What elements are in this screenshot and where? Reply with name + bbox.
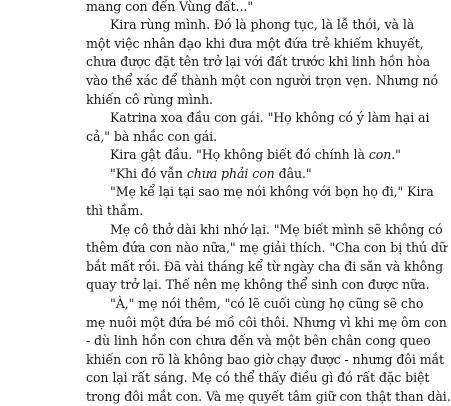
text-line: Katrina xoa đầu con gái. "Họ không có ý làm hại ai bbox=[110, 110, 430, 125]
text-line: "À," mẹ nói thêm, "có lẽ cuối cùng họ cũng sẽ cho bbox=[110, 296, 424, 311]
text-line: Kira rùng mình. Đó là phong tục, là lễ thói, và là bbox=[110, 17, 415, 32]
text-line bbox=[110, 165, 386, 183]
text-line: vào thể xác để thành một con người trọn vẹn. Nhưng nó bbox=[86, 73, 439, 88]
text-line: chưa được đặt tên trở lại với đất trước khi linh hồn hòa bbox=[86, 54, 431, 69]
text-line: một việc nhân đạo khi đưa một đứa trẻ khiếm khuyết, bbox=[86, 36, 424, 51]
text-line: khiến cô rùng mình. bbox=[86, 92, 213, 107]
text-line: thêm đứa con nào nữa," mẹ giải thích. "Cha con bị thú dữ bbox=[86, 240, 447, 255]
text-line: quay trở lại. Thế nên mẹ không thể sinh con được nữa. bbox=[86, 277, 430, 292]
text-line: khiến con rõ là không bao giờ chạy được - nhưng đôi mắt bbox=[86, 352, 444, 367]
text-line: - dù linh hồn con chưa đến và một bên chân cong queo bbox=[86, 333, 431, 348]
text-line bbox=[110, 146, 401, 164]
text-line: cả," bà nhắc con gái. bbox=[86, 129, 217, 144]
italic-phrase: chưa phải con bbox=[186, 166, 275, 181]
text-span: "Khi đó vẫn bbox=[110, 166, 183, 181]
text-span: ." bbox=[391, 147, 401, 162]
text-line: con lại rất sáng. Mẹ có thể thấy điều gì đó rất đặc biệt bbox=[86, 370, 430, 385]
text-line: Mẹ cô thở dài khi nhớ lại. "Mẹ biết mình sẽ không có bbox=[110, 222, 443, 237]
text-span: đâu." bbox=[274, 166, 312, 181]
text-span: Kira gật đầu. "Họ không biết đó chính là bbox=[110, 147, 365, 162]
text-line: trong đôi mắt con. Và mẹ quyết tâm giữ con thật than dài. bbox=[86, 389, 451, 404]
text-line: mẹ nuôi một đứa bé mồ côi thôi. Nhưng vì khi mẹ ôm con bbox=[86, 315, 447, 330]
text-line: "Mẹ kể lại tại sao mẹ nói không với bọn họ đi," Kira bbox=[110, 184, 434, 199]
text-line: bắt mất rồi. Đã vài tháng kể từ ngày cha đi săn và không bbox=[86, 259, 444, 274]
text-line: mang con đến Vùng đất..." bbox=[86, 0, 254, 14]
italic-word: con bbox=[368, 147, 392, 162]
text-line: thì thầm. bbox=[86, 203, 144, 218]
